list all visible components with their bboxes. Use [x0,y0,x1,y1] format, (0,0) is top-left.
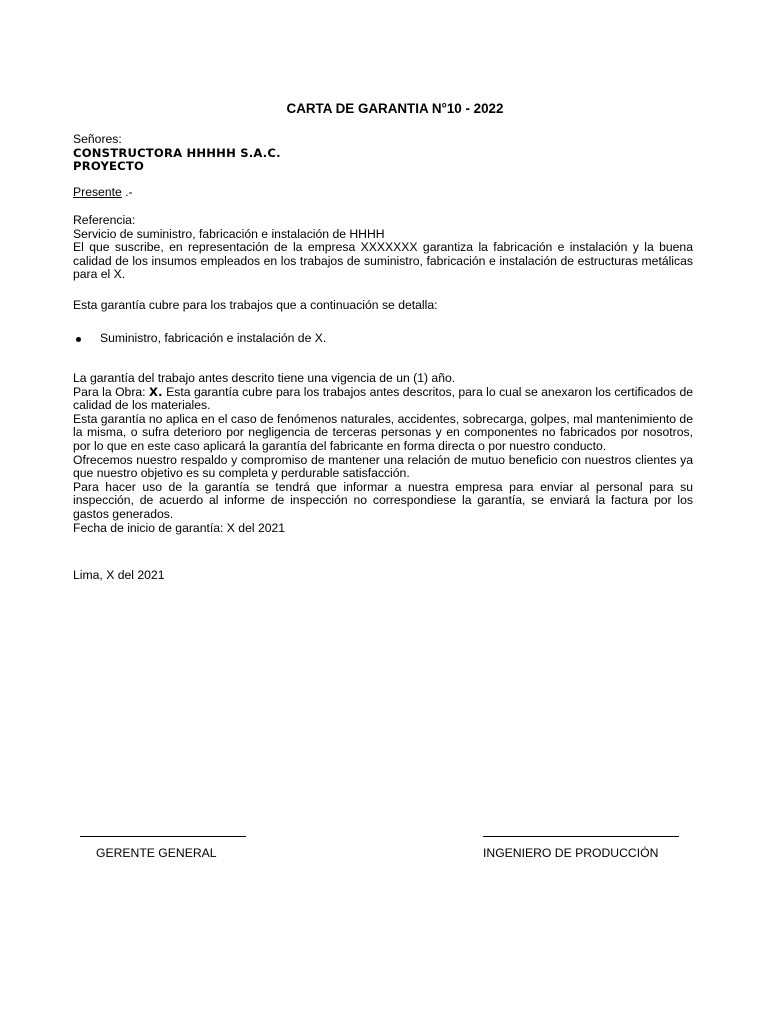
reference-label: Referencia: [73,213,136,227]
recipient-block [73,133,693,174]
commitment-paragraph: Ofrecemos nuestro respaldo y compromiso de mantener una relación de mutuo beneficio con nuestros clientes ya que nuestro objetivo es su completa y perdurable satisfacción. [73,452,693,481]
obra-paragraph [73,386,693,413]
signature-left-label: GERENTE GENERAL [96,846,217,860]
signature-line [80,836,246,837]
signature-right-label: INGENIERO DE PRODUCCIÓN [483,846,659,860]
obra-rest: Esta garantía cubre para los trabajos antes descritos, para lo cual se anexaron los certificados de calidad de los materiales. [73,384,693,413]
reference-text: Servicio de suministro, fabricación e instalación de HHHH [73,226,385,241]
obra-name: X. [148,384,163,399]
project-name: PROYECTO [73,159,145,174]
validity-text: La garantía del trabajo antes descrito tiene una vigencia de un (1) año. [73,371,456,385]
start-date: Fecha de inicio de garantía: X del 2021 [73,520,286,535]
intro-paragraph: El que suscribe, en representación de la empresa XXXXXXX garantiza la fabricación e instalación y la buena calidad de los insumos empleados en los trabajos de suministro, fabricación e instalación de estructuras metálicas para el X. [73,240,693,282]
exclusions-paragraph: Esta garantía no aplica en el caso de fenómenos naturales, accidentes, sobrecarga, golpes, mal mantenimiento de la misma, o sufra deterioro por negligencia de terceras personas y en componentes no fabricados por nosotros, por lo que en este caso aplicará la garantía del fabricante en forma directa o por nuestro conducto. [73,411,693,453]
list-item-text: Suministro, fabricación e instalación de X. [100,331,327,345]
company-name: CONSTRUCTORA HHHHH S.A.C. [73,145,281,160]
presente-text: Presente [73,185,122,199]
signature-right [483,836,679,860]
presente-suffix: .- [121,185,133,199]
salutation: Señores: [73,132,122,146]
signature-left [80,836,246,860]
bullet-icon [76,337,81,342]
coverage-intro: Esta garantía cubre para los trabajos que a continuación se detalla: [73,298,438,312]
conditions-block [73,372,693,535]
reference-block [73,214,693,282]
letter-title: CARTA DE GARANTIA N°10 - 2022 [286,101,504,116]
obra-prefix: Para la Obra: [73,384,149,399]
signature-line [483,836,679,837]
presente-line [73,186,693,200]
usage-paragraph: Para hacer uso de la garantía se tendrá que informar a nuestra empresa para enviar al personal para su inspección, de acuerdo al informe de inspección no correspondiese la garantía, se enviará la factura por los gastos generados. [73,479,693,521]
place-date: Lima, X del 2021 [73,568,165,582]
